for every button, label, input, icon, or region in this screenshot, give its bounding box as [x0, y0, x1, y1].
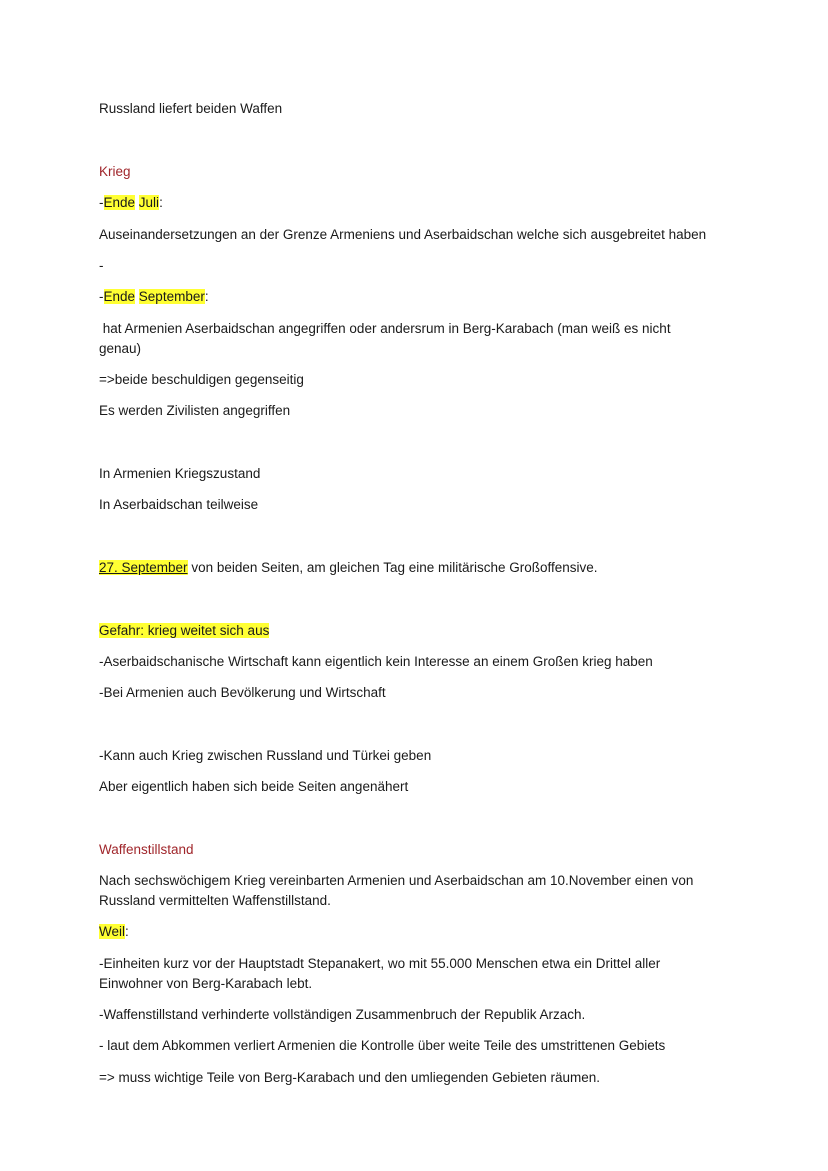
- sentence-rest: von beiden Seiten, am gleichen Tag eine militärische Großoffensive.: [187, 560, 598, 575]
- highlight-juli: Juli: [138, 195, 160, 210]
- text-line-sechswoechig-2: Russland vermittelten Waffenstillstand.: [99, 893, 331, 908]
- text-line-auseinandersetzungen: Auseinandersetzungen an der Grenze Armeniens und Aserbaidschan welche sich ausgebreitet haben: [99, 227, 707, 242]
- text-line-gefahr: [99, 620, 739, 641]
- text-line-ende-juli: [99, 192, 739, 213]
- dash-prefix: -: [99, 289, 104, 304]
- text-line-angegriffen-2: genau): [99, 341, 142, 356]
- colon-suffix: :: [204, 289, 209, 304]
- highlight-27-september: 27. September: [99, 560, 188, 575]
- dash-prefix: -: [99, 195, 104, 210]
- colon-suffix: :: [125, 924, 129, 939]
- text-line-angegriffen-1: hat Armenien Aserbaidschan angegriffen oder andersrum in Berg-Karabach (man weiß es nicht: [99, 321, 671, 336]
- text-line-weil: [99, 921, 739, 942]
- text-line-einheiten-2: Einwohner von Berg-Karabach lebt.: [99, 976, 313, 991]
- text-line-raeumen: => muss wichtige Teile von Berg-Karabach und den umliegenden Gebieten räumen.: [99, 1070, 601, 1085]
- text-line-armenien-bevoelkerung: -Bei Armenien auch Bevölkerung und Wirtschaft: [99, 685, 386, 700]
- colon-suffix: :: [159, 195, 163, 210]
- heading-krieg: Krieg: [99, 164, 131, 179]
- text-line-dash: -: [99, 258, 104, 273]
- highlight-ende: Ende: [103, 195, 136, 210]
- text-line-wirtschaft-aserbaidschan: -Aserbaidschanische Wirtschaft kann eigentlich kein Interesse an einem Großen krieg haben: [99, 654, 653, 669]
- text-line-angenaehert: Aber eigentlich haben sich beide Seiten angenähert: [99, 779, 409, 794]
- text-line-zivilisten: Es werden Zivilisten angegriffen: [99, 403, 291, 418]
- text-line-russland: Russland liefert beiden Waffen: [99, 101, 283, 116]
- highlight-gefahr: Gefahr: krieg weitet sich aus: [99, 623, 270, 638]
- text-line-ende-september: [99, 286, 739, 307]
- highlight-september: September: [138, 289, 205, 304]
- text-line-sechswoechig-1: Nach sechswöchigem Krieg vereinbarten Armenien und Aserbaidschan am 10.November einen von: [99, 873, 694, 888]
- text-line-armenien-kriegszustand: In Armenien Kriegszustand: [99, 466, 261, 481]
- text-line-aserbaidschan-teilweise: In Aserbaidschan teilweise: [99, 497, 259, 512]
- highlight-ende: Ende: [103, 289, 136, 304]
- text-line-kontrolle: - laut dem Abkommen verliert Armenien die Kontrolle über weite Teile des umstrittenen Gebiets: [99, 1038, 666, 1053]
- text-line-einheiten-1: -Einheiten kurz vor der Hauptstadt Stepanakert, wo mit 55.000 Menschen etwa ein Drittel aller: [99, 956, 661, 971]
- text-line-beschuldigen: =>beide beschuldigen gegenseitig: [99, 372, 304, 387]
- text-line-russland-tuerkei: -Kann auch Krieg zwischen Russland und Türkei geben: [99, 748, 432, 763]
- heading-waffenstillstand: Waffenstillstand: [99, 842, 194, 857]
- highlight-weil: Weil: [99, 924, 126, 939]
- text-line-27-september: [99, 557, 739, 578]
- text-line-zusammenbruch: -Waffenstillstand verhinderte vollständigen Zusammenbruch der Republik Arzach.: [99, 1007, 586, 1022]
